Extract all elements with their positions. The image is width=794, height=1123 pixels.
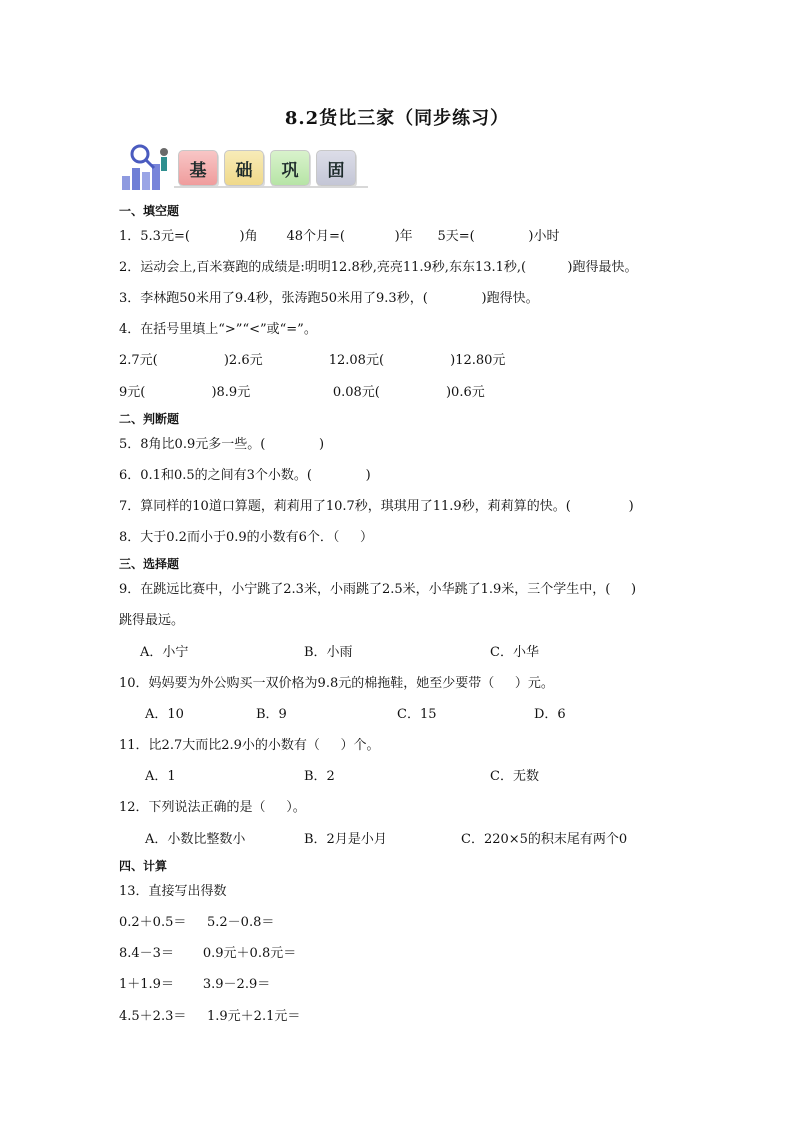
question-6: 6．0.1和0.5的之间有3个小数。( ) — [119, 468, 371, 483]
calc-row-4: 4.5＋2.3＝ 1.9元＋2.1元＝ — [119, 1009, 301, 1024]
section-true-false: 二、判断题 — [119, 412, 180, 426]
question-10: 10．妈妈要为外公购买一双价格为9.8元的棉拖鞋，她至少要带（ ）元。 — [119, 676, 554, 691]
question-9: 9．在跳远比赛中，小宁跳了2.3米，小雨跳了2.5米，小华跳了1.9米，三个学生中，( ) — [119, 582, 637, 597]
badge-ji: 基 — [178, 150, 218, 186]
question-13: 13．直接写出得数 — [119, 884, 227, 899]
calc-row-3: 1＋1.9＝ 3.9－2.9＝ — [119, 977, 271, 992]
q12-option-a: A．小数比整数小 — [145, 832, 246, 847]
question-3: 3．李林跑50米用了9.4秒，张涛跑50米用了9.3秒，( )跑得快。 — [119, 291, 539, 306]
badge-gu: 固 — [316, 150, 356, 186]
q12-option-b: B．2月是小月 — [304, 832, 387, 847]
q10-option-d: D．6 — [534, 707, 566, 722]
question-11: 11．比2.7大而比2.9小的小数有（ ）个。 — [119, 738, 380, 753]
question-4-row-2: 9元( )8.9元 0.08元( )0.6元 — [119, 385, 485, 400]
q11-option-a: A．1 — [145, 769, 176, 784]
q9-option-c: C．小华 — [490, 645, 539, 660]
question-9-cont: 跳得最远。 — [119, 613, 185, 628]
badge-chu: 础 — [224, 150, 264, 186]
q10-option-b: B．9 — [256, 707, 287, 722]
question-4-row-1: 2.7元( )2.6元 12.08元( )12.80元 — [119, 353, 506, 368]
section-banner — [118, 142, 368, 194]
banner-rule — [174, 186, 368, 188]
question-12: 12．下列说法正确的是（ ）。 — [119, 800, 306, 815]
question-8: 8．大于0.2而小于0.9的小数有6个．（ ） — [119, 530, 374, 545]
q10-option-a: A．10 — [145, 707, 184, 722]
section-fill-blank: 一、填空题 — [119, 204, 180, 218]
page-title: 8.2货比三家（同步练习） — [284, 108, 510, 129]
question-1: 1．5.3元=( )角 48个月=( )年 5天=( )小时 — [119, 229, 560, 244]
section-calculation: 四、计算 — [119, 859, 168, 873]
q12-option-c: C．220×5的积末尾有两个0 — [461, 832, 628, 847]
calc-row-1: 0.2＋0.5＝ 5.2－0.8＝ — [119, 915, 275, 930]
magnifier-people-bars-icon — [118, 142, 174, 194]
q10-option-c: C．15 — [397, 707, 437, 722]
q9-option-a: A．小宁 — [140, 645, 189, 660]
badge-gong: 巩 — [270, 150, 310, 186]
question-2: 2．运动会上,百米赛跑的成绩是:明明12.8秒,亮亮11.9秒,东东13.1秒,( )跑得最快。 — [119, 260, 638, 275]
q11-option-c: C．无数 — [490, 769, 539, 784]
q9-option-b: B．小雨 — [304, 645, 353, 660]
section-multiple-choice: 三、选择题 — [119, 557, 180, 571]
q11-option-b: B．2 — [304, 769, 335, 784]
calc-row-2: 8.4－3＝ 0.9元＋0.8元＝ — [119, 946, 297, 961]
question-7: 7．算同样的10道口算题，莉莉用了10.7秒，琪琪用了11.9秒，莉莉算的快。( ) — [119, 499, 634, 514]
question-4: 4．在括号里填上“>”“<”或“=”。 — [119, 322, 317, 337]
question-5: 5．8角比0.9元多一些。( ) — [119, 437, 325, 452]
